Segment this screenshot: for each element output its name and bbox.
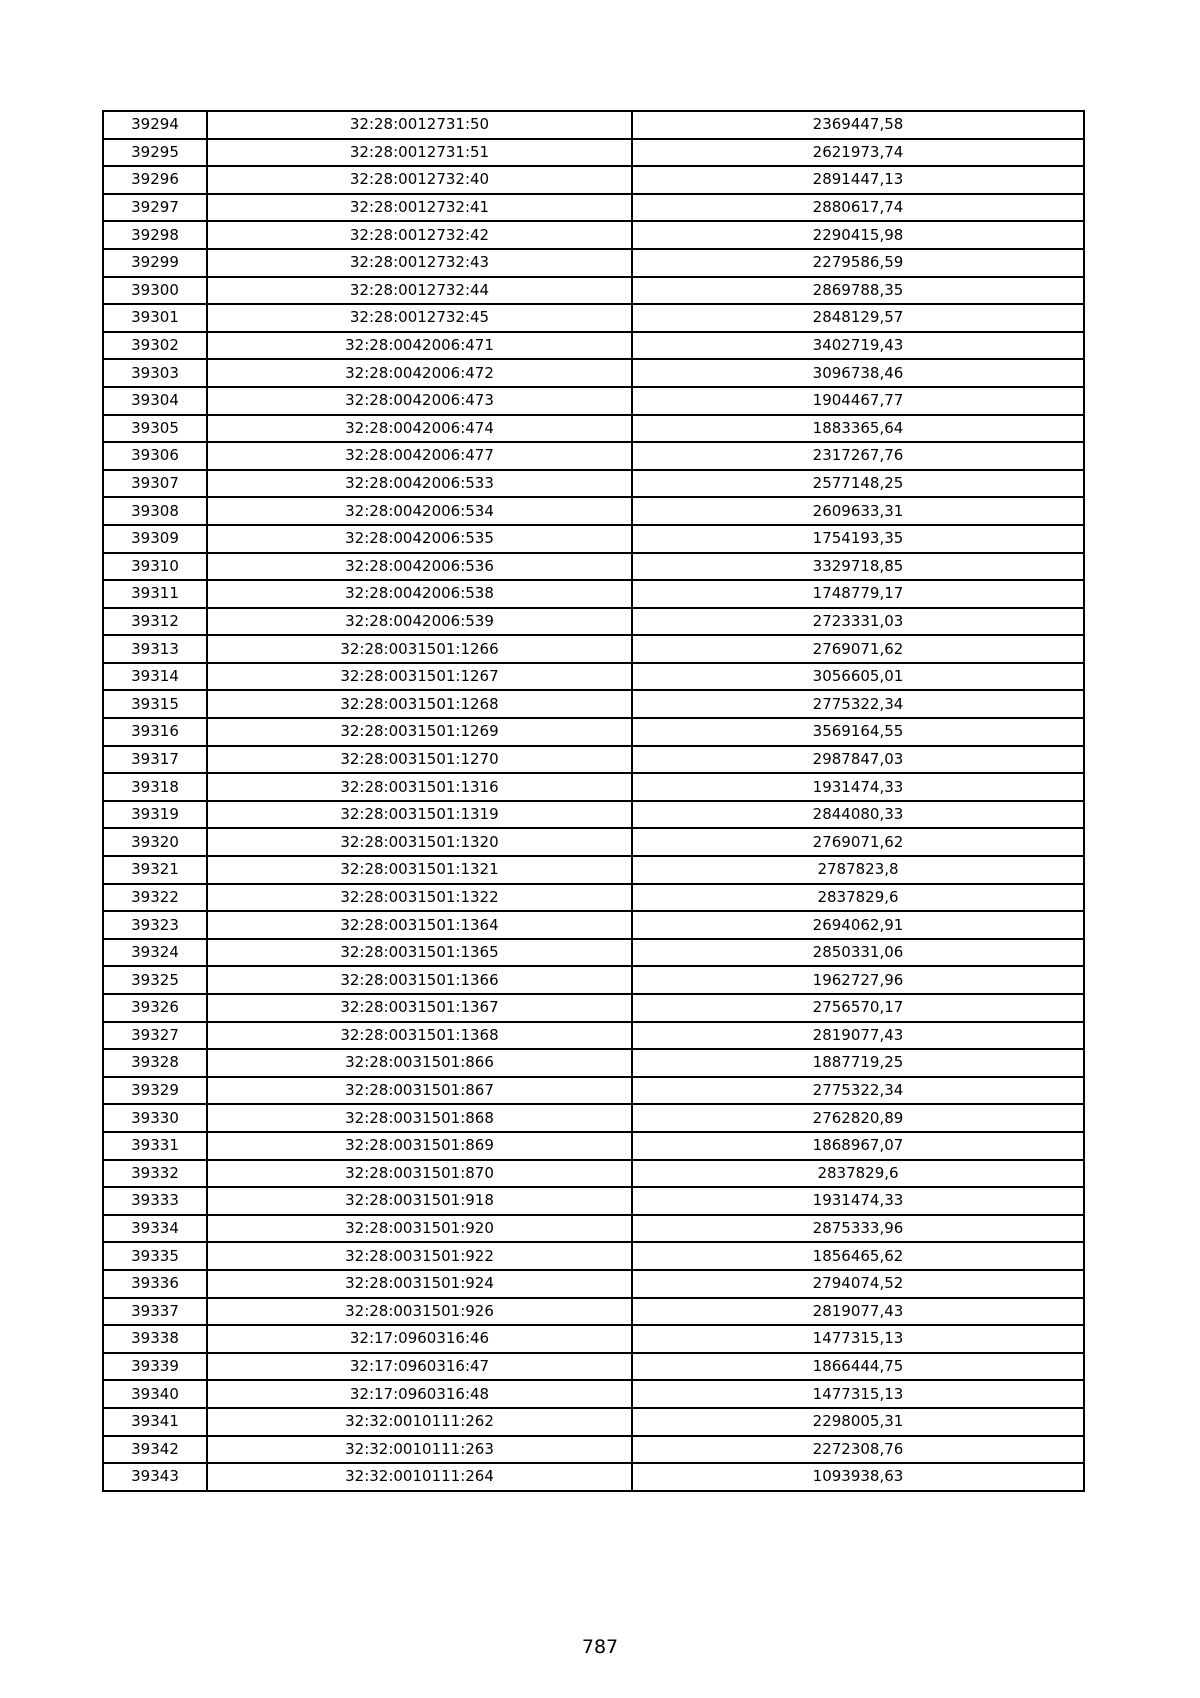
cadastral-number-cell: 32:28:0031501:868 [207,1104,632,1132]
table-row [103,1298,1084,1326]
table-row [103,1022,1084,1050]
cadastral-number-cell: 32:28:0031501:924 [207,1270,632,1298]
cadastral-value-cell: 2880617,74 [632,194,1084,222]
cadastral-number-cell: 32:28:0031501:1267 [207,663,632,691]
cadastral-value-cell: 1868967,07 [632,1132,1084,1160]
row-number-cell: 39322 [103,884,207,912]
row-number-cell: 39325 [103,966,207,994]
row-number-cell: 39309 [103,525,207,553]
row-number-cell: 39321 [103,856,207,884]
cadastral-number-cell: 32:28:0031501:1364 [207,911,632,939]
table-row [103,304,1084,332]
table-row [103,939,1084,967]
cadastral-number-cell: 32:28:0042006:534 [207,497,632,525]
row-number-cell: 39303 [103,359,207,387]
row-number-cell: 39318 [103,773,207,801]
cadastral-value-cell: 2762820,89 [632,1104,1084,1132]
cadastral-value-cell: 2769071,62 [632,828,1084,856]
row-number-cell: 39336 [103,1270,207,1298]
cadastral-number-cell: 32:28:0031501:1366 [207,966,632,994]
cadastral-value-cell: 2848129,57 [632,304,1084,332]
cadastral-number-cell: 32:28:0012732:45 [207,304,632,332]
table-row [103,1436,1084,1464]
cadastral-value-cell: 2819077,43 [632,1298,1084,1326]
cadastral-value-cell: 2850331,06 [632,939,1084,967]
row-number-cell: 39294 [103,111,207,139]
cadastral-number-cell: 32:32:0010111:262 [207,1408,632,1436]
cadastral-number-cell: 32:17:0960316:48 [207,1380,632,1408]
page-number: 787 [581,1636,619,1658]
cadastral-value-cell: 2775322,34 [632,690,1084,718]
cadastral-value-cell: 2279586,59 [632,249,1084,277]
cadastral-value-cell: 2875333,96 [632,1215,1084,1243]
table-row [103,828,1084,856]
table-row [103,194,1084,222]
row-number-cell: 39297 [103,194,207,222]
table-row [103,1077,1084,1105]
row-number-cell: 39342 [103,1436,207,1464]
table-row [103,635,1084,663]
table-row [103,497,1084,525]
cadastral-number-cell: 32:28:0012732:41 [207,194,632,222]
cadastral-number-cell: 32:28:0042006:477 [207,442,632,470]
cadastral-value-cell: 2694062,91 [632,911,1084,939]
table-row [103,470,1084,498]
row-number-cell: 39328 [103,1049,207,1077]
cadastral-value-cell: 3402719,43 [632,332,1084,360]
table-row [103,1380,1084,1408]
row-number-cell: 39338 [103,1325,207,1353]
cadastral-number-cell: 32:28:0042006:473 [207,387,632,415]
table-row [103,663,1084,691]
cadastral-number-cell: 32:28:0031501:1266 [207,635,632,663]
cadastral-value-cell: 2775322,34 [632,1077,1084,1105]
cadastral-value-cell: 2891447,13 [632,166,1084,194]
table-row [103,415,1084,443]
row-number-cell: 39319 [103,801,207,829]
table-row [103,387,1084,415]
cadastral-value-cell: 2609633,31 [632,497,1084,525]
cadastral-number-cell: 32:32:0010111:263 [207,1436,632,1464]
cadastral-value-cell: 1093938,63 [632,1463,1084,1491]
cadastral-number-cell: 32:28:0042006:533 [207,470,632,498]
row-number-cell: 39311 [103,580,207,608]
row-number-cell: 39329 [103,1077,207,1105]
table-row [103,884,1084,912]
cadastral-value-cell: 1931474,33 [632,1187,1084,1215]
row-number-cell: 39324 [103,939,207,967]
row-number-cell: 39331 [103,1132,207,1160]
cadastral-number-cell: 32:28:0012732:42 [207,221,632,249]
table-row [103,911,1084,939]
cadastral-number-cell: 32:28:0031501:1321 [207,856,632,884]
table-row [103,221,1084,249]
table-row [103,1049,1084,1077]
cadastral-number-cell: 32:28:0031501:918 [207,1187,632,1215]
table-row [103,1242,1084,1270]
cadastral-value-cell: 1856465,62 [632,1242,1084,1270]
cadastral-value-cell: 2298005,31 [632,1408,1084,1436]
table-row [103,553,1084,581]
table-row [103,139,1084,167]
cadastral-number-cell: 32:28:0031501:1320 [207,828,632,856]
row-number-cell: 39333 [103,1187,207,1215]
cadastral-value-cell: 2621973,74 [632,139,1084,167]
cadastral-value-cell: 2837829,6 [632,884,1084,912]
cadastral-number-cell: 32:28:0031501:1269 [207,718,632,746]
row-number-cell: 39304 [103,387,207,415]
cadastral-value-cell: 2272308,76 [632,1436,1084,1464]
cadastral-value-cell: 2369447,58 [632,111,1084,139]
cadastral-value-cell: 2723331,03 [632,608,1084,636]
table-row [103,332,1084,360]
cadastral-value-cell: 3056605,01 [632,663,1084,691]
table-body [103,111,1084,1491]
row-number-cell: 39295 [103,139,207,167]
cadastral-value-cell: 1477315,13 [632,1325,1084,1353]
row-number-cell: 39327 [103,1022,207,1050]
table-row [103,525,1084,553]
table-row [103,1160,1084,1188]
cadastral-value-cell: 2756570,17 [632,994,1084,1022]
row-number-cell: 39296 [103,166,207,194]
cadastral-number-cell: 32:28:0012732:44 [207,277,632,305]
cadastral-value-cell: 3569164,55 [632,718,1084,746]
table-row [103,746,1084,774]
row-number-cell: 39320 [103,828,207,856]
row-number-cell: 39308 [103,497,207,525]
cadastral-value-cell: 1887719,25 [632,1049,1084,1077]
table-row [103,277,1084,305]
row-number-cell: 39334 [103,1215,207,1243]
cadastral-number-cell: 32:28:0031501:926 [207,1298,632,1326]
cadastral-value-cell: 2290415,98 [632,221,1084,249]
table-row [103,111,1084,139]
table-row [103,994,1084,1022]
table-row [103,1187,1084,1215]
cadastral-number-cell: 32:28:0042006:474 [207,415,632,443]
table-row [103,1408,1084,1436]
table-row [103,1353,1084,1381]
cadastral-value-cell: 1754193,35 [632,525,1084,553]
cadastral-value-table [102,110,1085,1492]
row-number-cell: 39316 [103,718,207,746]
cadastral-value-cell: 2577148,25 [632,470,1084,498]
row-number-cell: 39340 [103,1380,207,1408]
row-number-cell: 39305 [103,415,207,443]
cadastral-value-cell: 3329718,85 [632,553,1084,581]
cadastral-value-cell: 2787823,8 [632,856,1084,884]
cadastral-number-cell: 32:28:0031501:866 [207,1049,632,1077]
row-number-cell: 39315 [103,690,207,718]
cadastral-number-cell: 32:28:0031501:869 [207,1132,632,1160]
cadastral-number-cell: 32:28:0042006:538 [207,580,632,608]
cadastral-value-cell: 3096738,46 [632,359,1084,387]
row-number-cell: 39339 [103,1353,207,1381]
row-number-cell: 39310 [103,553,207,581]
cadastral-number-cell: 32:28:0012731:50 [207,111,632,139]
cadastral-number-cell: 32:28:0031501:1322 [207,884,632,912]
row-number-cell: 39312 [103,608,207,636]
table-row [103,856,1084,884]
cadastral-number-cell: 32:28:0031501:867 [207,1077,632,1105]
cadastral-number-cell: 32:28:0012731:51 [207,139,632,167]
table-row [103,249,1084,277]
row-number-cell: 39330 [103,1104,207,1132]
cadastral-number-cell: 32:28:0031501:1368 [207,1022,632,1050]
cadastral-number-cell: 32:17:0960316:47 [207,1353,632,1381]
cadastral-number-cell: 32:28:0031501:922 [207,1242,632,1270]
row-number-cell: 39326 [103,994,207,1022]
cadastral-value-cell: 1748779,17 [632,580,1084,608]
row-number-cell: 39314 [103,663,207,691]
cadastral-number-cell: 32:28:0042006:536 [207,553,632,581]
cadastral-value-cell: 2837829,6 [632,1160,1084,1188]
row-number-cell: 39302 [103,332,207,360]
table-row [103,801,1084,829]
table-row [103,718,1084,746]
cadastral-value-cell: 2844080,33 [632,801,1084,829]
row-number-cell: 39301 [103,304,207,332]
row-number-cell: 39332 [103,1160,207,1188]
row-number-cell: 39337 [103,1298,207,1326]
cadastral-number-cell: 32:32:0010111:264 [207,1463,632,1491]
row-number-cell: 39335 [103,1242,207,1270]
table-row [103,442,1084,470]
cadastral-number-cell: 32:28:0031501:870 [207,1160,632,1188]
cadastral-number-cell: 32:28:0031501:1268 [207,690,632,718]
row-number-cell: 39317 [103,746,207,774]
row-number-cell: 39341 [103,1408,207,1436]
table-row [103,1463,1084,1491]
cadastral-value-cell: 1477315,13 [632,1380,1084,1408]
cadastral-number-cell: 32:28:0031501:1270 [207,746,632,774]
cadastral-value-cell: 1931474,33 [632,773,1084,801]
cadastral-number-cell: 32:28:0031501:1319 [207,801,632,829]
row-number-cell: 39307 [103,470,207,498]
cadastral-number-cell: 32:28:0042006:539 [207,608,632,636]
cadastral-number-cell: 32:28:0042006:471 [207,332,632,360]
cadastral-value-cell: 1904467,77 [632,387,1084,415]
table-row [103,359,1084,387]
table-row [103,773,1084,801]
cadastral-number-cell: 32:28:0031501:1367 [207,994,632,1022]
table-row [103,1104,1084,1132]
row-number-cell: 39313 [103,635,207,663]
cadastral-number-cell: 32:28:0012732:43 [207,249,632,277]
cadastral-value-cell: 2769071,62 [632,635,1084,663]
cadastral-value-cell: 1866444,75 [632,1353,1084,1381]
cadastral-value-cell: 2794074,52 [632,1270,1084,1298]
cadastral-value-cell: 2869788,35 [632,277,1084,305]
cadastral-value-cell: 2819077,43 [632,1022,1084,1050]
table-row [103,608,1084,636]
table-row [103,1215,1084,1243]
table-row [103,690,1084,718]
table-row [103,966,1084,994]
cadastral-number-cell: 32:28:0031501:1316 [207,773,632,801]
table-row [103,1270,1084,1298]
row-number-cell: 39300 [103,277,207,305]
cadastral-value-cell: 2317267,76 [632,442,1084,470]
table-row [103,1132,1084,1160]
row-number-cell: 39298 [103,221,207,249]
row-number-cell: 39343 [103,1463,207,1491]
cadastral-number-cell: 32:28:0042006:472 [207,359,632,387]
cadastral-number-cell: 32:28:0012732:40 [207,166,632,194]
table-row [103,1325,1084,1353]
table-row [103,166,1084,194]
row-number-cell: 39323 [103,911,207,939]
row-number-cell: 39299 [103,249,207,277]
table-row [103,580,1084,608]
row-number-cell: 39306 [103,442,207,470]
cadastral-number-cell: 32:28:0031501:920 [207,1215,632,1243]
cadastral-value-cell: 1883365,64 [632,415,1084,443]
cadastral-number-cell: 32:17:0960316:46 [207,1325,632,1353]
cadastral-number-cell: 32:28:0042006:535 [207,525,632,553]
cadastral-value-cell: 2987847,03 [632,746,1084,774]
cadastral-value-cell: 1962727,96 [632,966,1084,994]
cadastral-number-cell: 32:28:0031501:1365 [207,939,632,967]
